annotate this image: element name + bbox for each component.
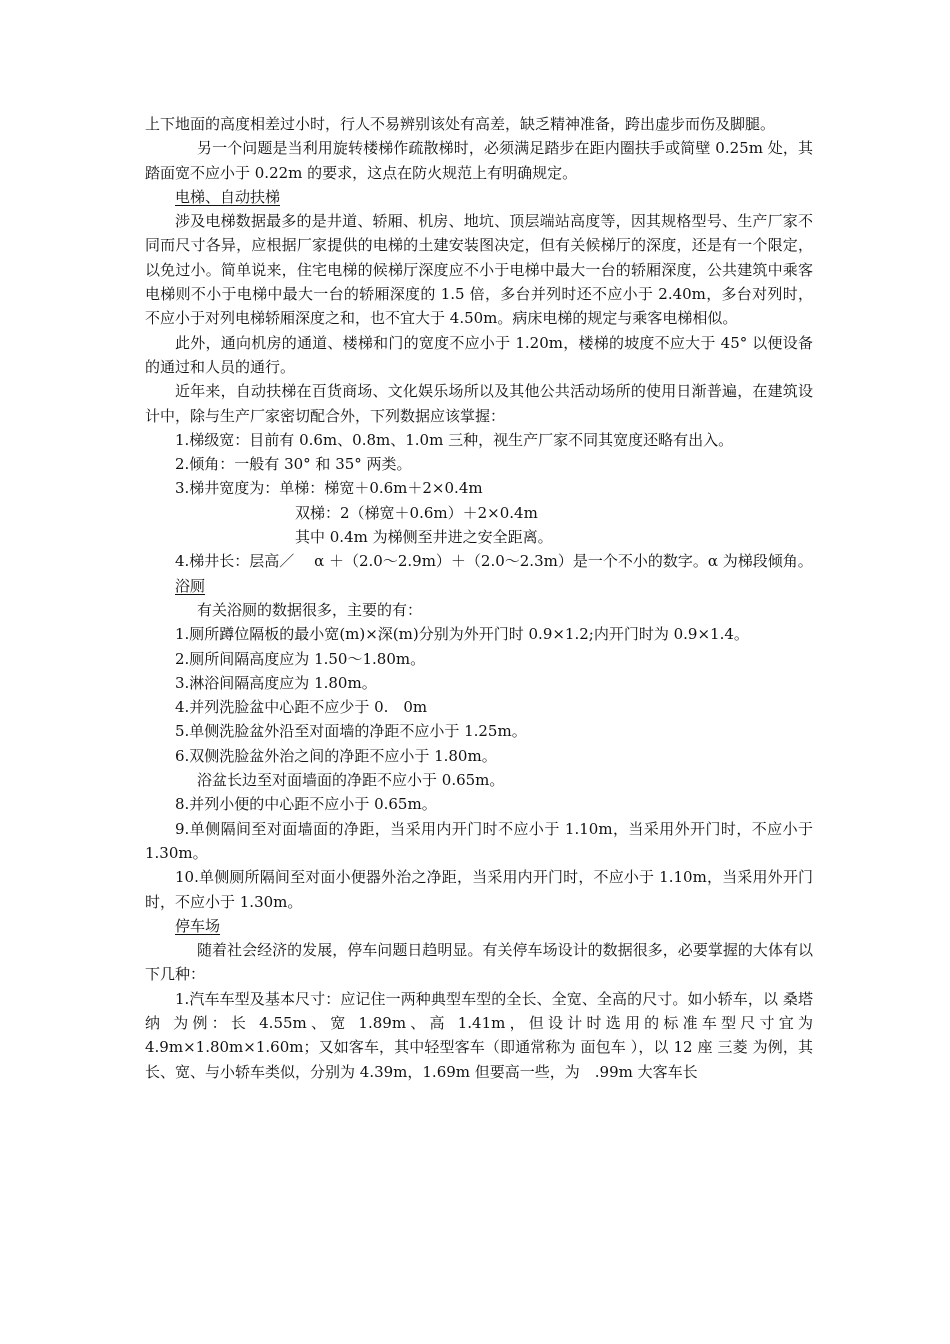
list-item: 1.汽车车型及基本尺寸：应记住一两种典型车型的全长、全宽、全高的尺寸。如小轿车，以 桑塔纳 为例：长 4.55m、宽 1.89m、高 1.41m，但设计时选用的标准车型尺寸宜为 4.9m×1.80m×1.60m；又如客车，其中轻型客车（即通常称为 面包车 ），以 12 座 三菱 为例，其长、宽、与小轿车类似，分别为 4.39m，1.69m 但要高一些，为 .99m 大客车长: [145, 989, 813, 1081]
paragraph: 此外，通向机房的通道、楼梯和门的宽度不应小于 1.20m，楼梯的坡度不应大于 45° 以便设备的通过和人员的通行。: [145, 333, 813, 376]
paragraph: 上下地面的高度相差过小时，行人不易辨别该处有高差，缺乏精神准备，跨出虚步而伤及脚腿。: [145, 115, 776, 133]
list-item: 3.梯井宽度为：单梯：梯宽＋0.6m＋2×0.4m: [175, 479, 483, 498]
list-item: 8.并列小便的中心距不应小于 0.65m。: [175, 795, 437, 814]
paragraph: 近年来，自动扶梯在百货商场、文化娱乐场所以及其他公共活动场所的使用日渐普遍，在建筑设计中，除与生产厂家密切配合外，下列数据应该掌握：: [145, 382, 813, 425]
list-item: 1.厕所蹲位隔板的最小宽(m)×深(m)分别为外开门时 0.9×1.2;内开门时为 0.9×1.4。: [175, 625, 749, 644]
list-item-sub: 双梯：2（梯宽＋0.6m）＋2×0.4m: [295, 503, 538, 522]
list-item: 9.单侧隔间至对面墙面的净距，当采用内开门时不应小于 1.10m，当采用外开门时，不应小于 1.30m。: [145, 819, 813, 862]
list-item: 10.单侧厕所隔间至对面小便器外治之净距，当采用内开门时，不应小于 1.10m，当采用外开门时，不应小于 1.30m。: [145, 868, 813, 911]
paragraph: 有关浴厕的数据很多，主要的有：: [197, 600, 423, 619]
list-item: 5.单侧洗脸盆外沿至对面墙的净距不应小于 1.25m。: [175, 722, 527, 741]
list-item: 4.并列洗脸盆中心距不应少于 0. 0m: [175, 698, 428, 717]
list-item: 1.梯级宽：目前有 0.6m、0.8m、1.0m 三种，视生产厂家不同其宽度还略有出入。: [175, 430, 734, 449]
paragraph: 另一个问题是当利用旋转楼梯作疏散梯时，必须满足踏步在距内圈扶手或简壁 0.25m 处，其踏面宽不应小于 0.22m 的要求，这点在防火规范上有明确规定。: [145, 139, 813, 182]
list-item: 4.梯井长：层高／ α ＋（2.0～2.9m）＋（2.0～2.3m）是一个不小的数字。α 为梯段倾角。: [175, 552, 813, 571]
list-item: 3.淋浴间隔高度应为 1.80m。: [175, 673, 377, 692]
list-item-sub: 其中 0.4m 为梯侧至井进之安全距离。: [295, 528, 553, 547]
document-page: [145, 112, 813, 1084]
section-heading-bath: 浴厕: [175, 576, 206, 595]
list-item: 6.双侧洗脸盆外治之间的净距不应小于 1.80m。: [175, 746, 497, 765]
section-heading-elevator: 电梯、自动扶梯: [175, 187, 281, 206]
list-item: 浴盆长边至对面墙面的净距不应小于 0.65m。: [197, 771, 505, 790]
list-item: 2.厕所间隔高度应为 1.50～1.80m。: [175, 649, 426, 668]
paragraph: 随着社会经济的发展，停车问题日趋明显。有关停车场设计的数据很多，必要掌握的大体有以下几种：: [145, 941, 813, 984]
section-heading-parking: 停车场: [175, 916, 221, 935]
list-item: 2.倾角：一般有 30° 和 35° 两类。: [175, 455, 412, 474]
paragraph: 涉及电梯数据最多的是井道、轿厢、机房、地坑、顶层端站高度等，因其规格型号、生产厂家不同而尺寸各异，应根据厂家提供的电梯的土建安装图决定，但有关候梯厅的深度，还是有一个限定，以免过小。简单说来，住宅电梯的候梯厅深度应不小于电梯中最大一台的轿厢深度，公共建筑中乘客电梯则不小于电梯中最大一台的轿厢深度的 1.5 倍，多台并列时还不应小于 2.40m，多台对列时，不应小于对列电梯轿厢深度之和，也不宜大于 4.50m。病床电梯的规定与乘客电梯相似。: [145, 212, 813, 328]
